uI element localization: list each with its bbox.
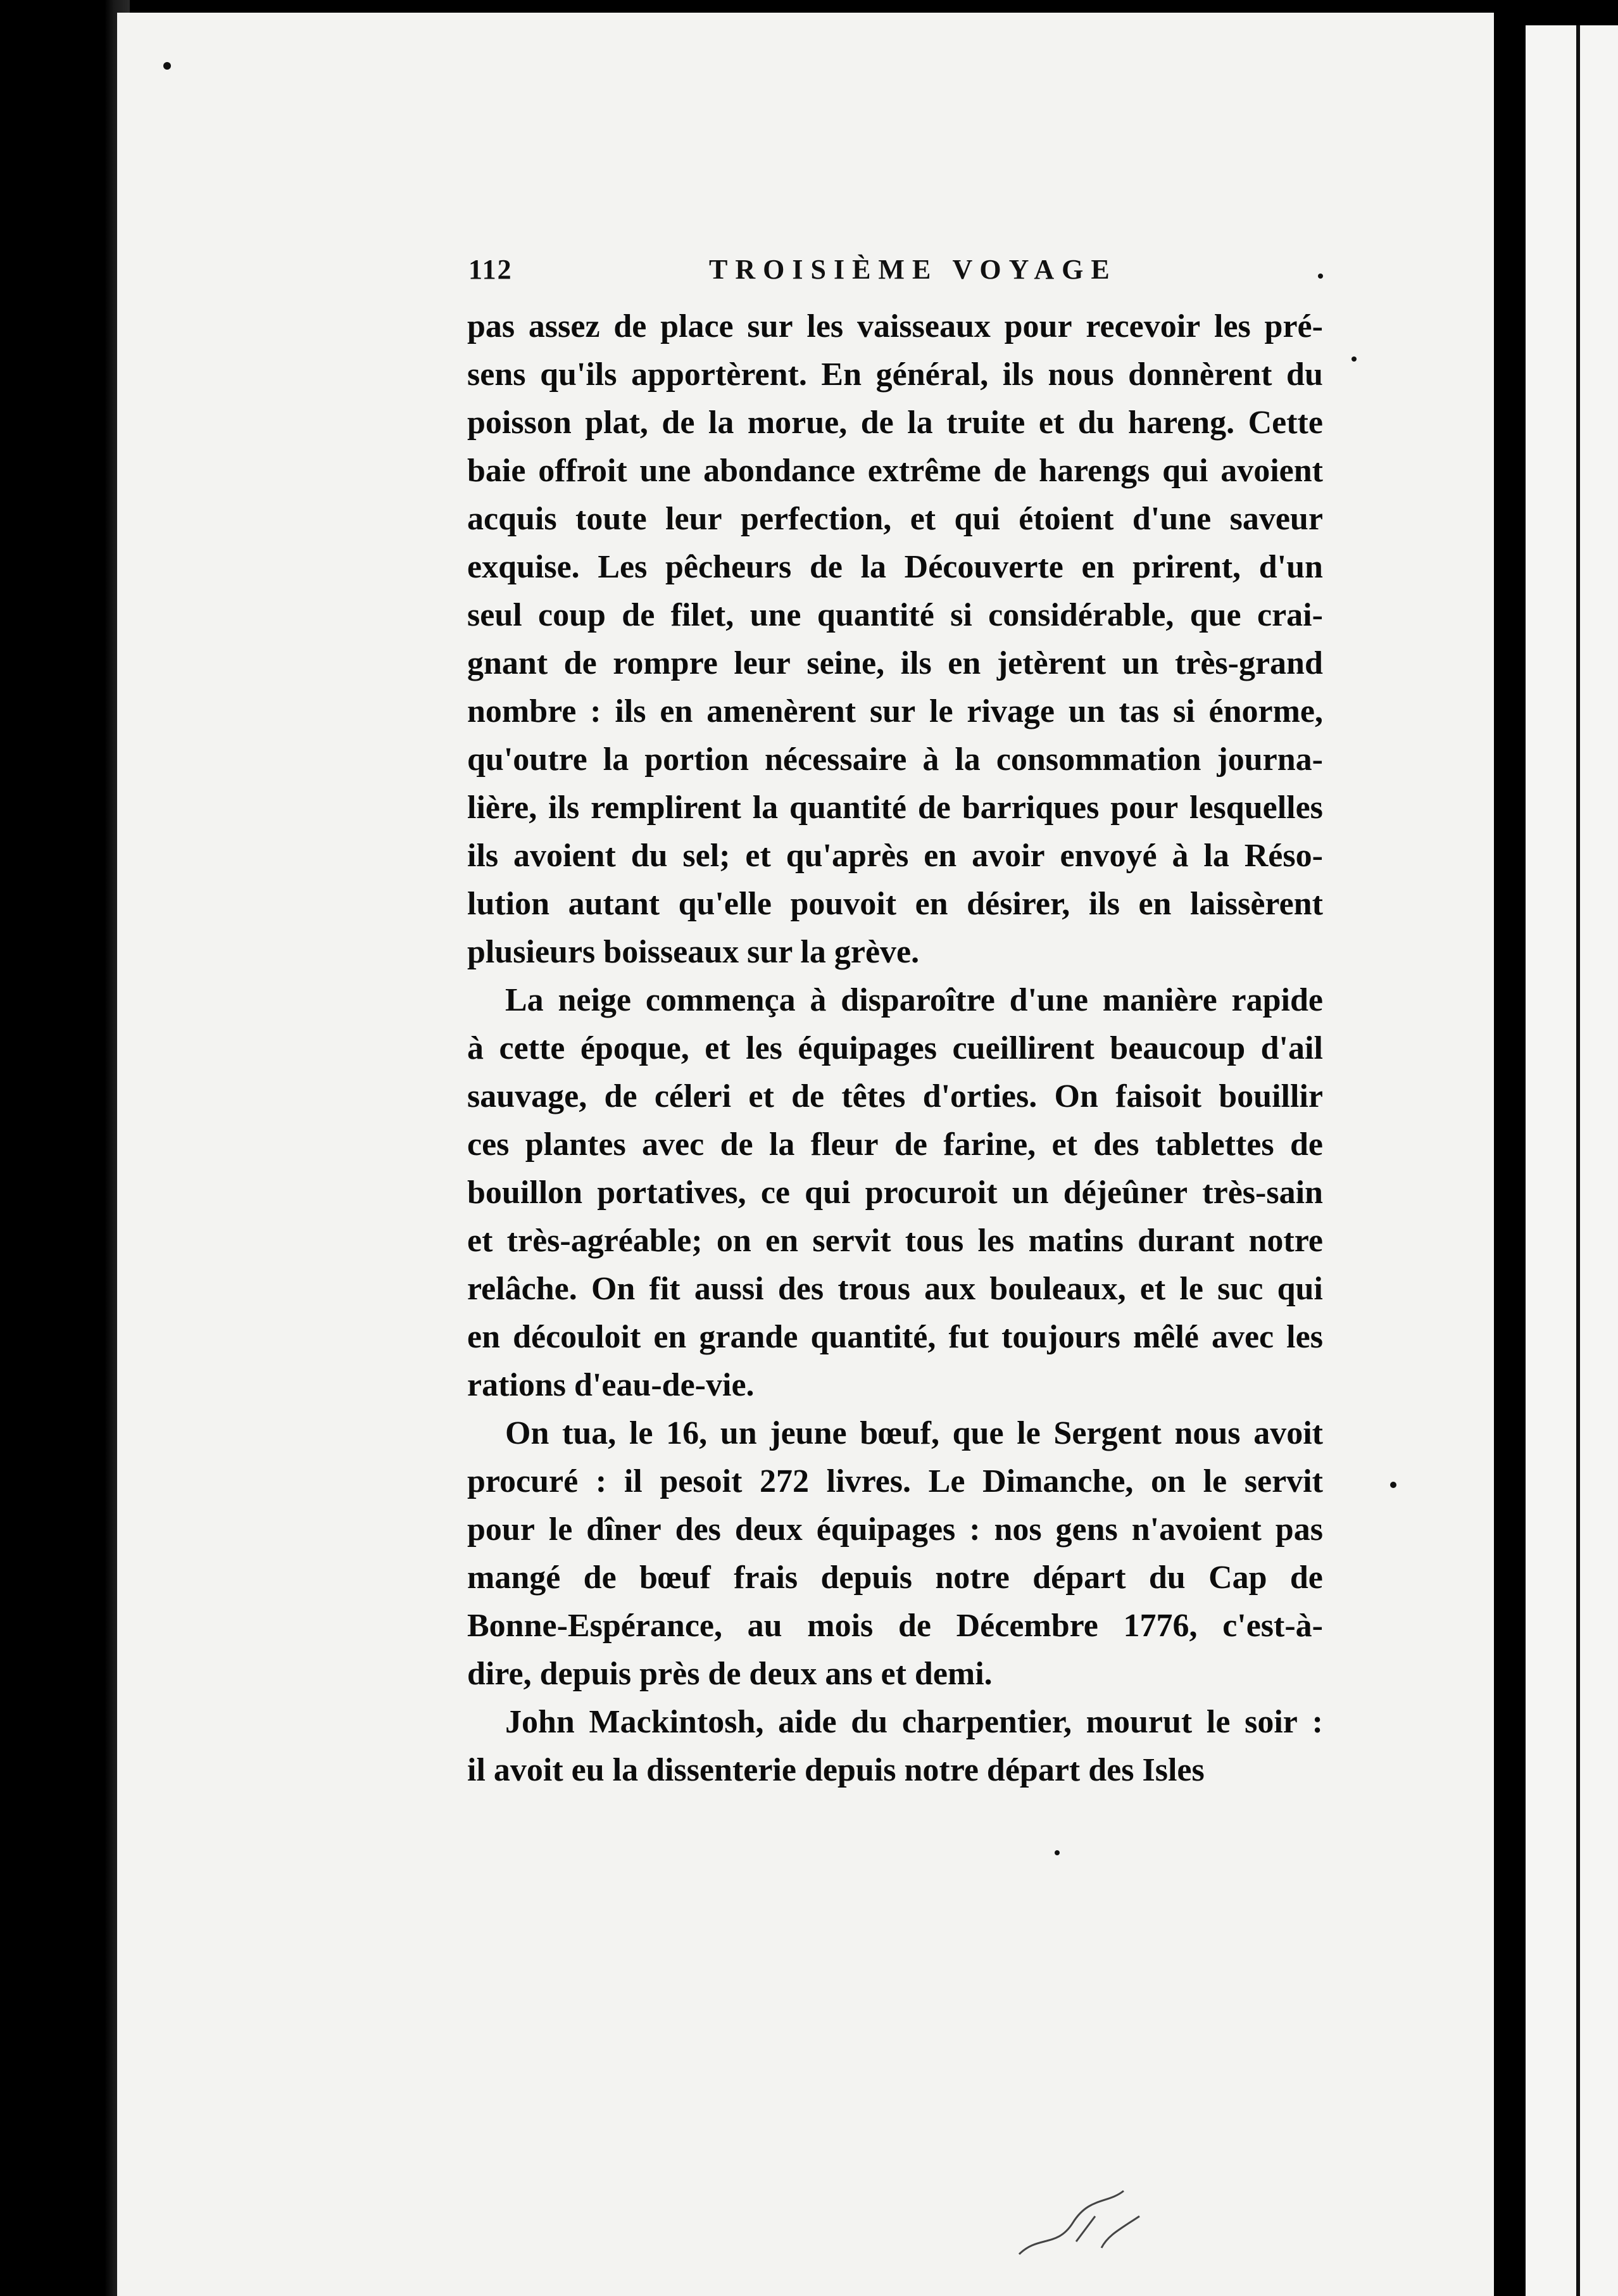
text-line: lution autant qu'elle pouvoit en désirer, ils en laissèrent bbox=[467, 886, 1323, 922]
page-gutter-shadow bbox=[1494, 0, 1526, 2296]
text-line: procuré : il pesoit 272 livres. Le Dimanche, on le servit bbox=[467, 1463, 1323, 1499]
text-line: ils avoient du sel; et qu'après en avoir envoyé à la Réso- bbox=[467, 838, 1323, 874]
text-line: poisson plat, de la morue, de la truite et du hareng. Cette bbox=[467, 405, 1323, 441]
text-line: pour le dîner des deux équipages : nos gens n'avoient pas bbox=[467, 1511, 1323, 1548]
text-line: lière, ils remplirent la quantité de barriques pour lesquelles bbox=[467, 790, 1323, 826]
text-line: ces plantes avec de la fleur de farine, et des tablettes de bbox=[467, 1126, 1323, 1163]
facing-page-edge bbox=[1526, 25, 1618, 2296]
text-line: acquis toute leur perfection, et qui étoient d'une saveur bbox=[467, 501, 1323, 537]
text-line: baie offroit une abondance extrême de harengs qui avoient bbox=[467, 453, 1323, 489]
ink-speck bbox=[1390, 1482, 1396, 1488]
pen-mark bbox=[1013, 2178, 1152, 2267]
text-line: plusieurs boisseaux sur la grève. bbox=[467, 934, 920, 970]
text-line: nombre : ils en amenèrent sur le rivage un tas si énorme, bbox=[467, 693, 1323, 729]
text-line: il avoit eu la dissenterie depuis notre départ des Isles bbox=[467, 1752, 1205, 1788]
text-line: relâche. On fit aussi des trous aux bouleaux, et le suc qui bbox=[467, 1271, 1323, 1307]
page-number: 112 bbox=[468, 254, 513, 285]
ink-speck bbox=[1351, 356, 1357, 362]
text-line: rations d'eau-de-vie. bbox=[467, 1367, 755, 1403]
text-line: sauvage, de céleri et de têtes d'orties. On faisoit bouillir bbox=[467, 1078, 1323, 1114]
ink-speck bbox=[163, 62, 171, 70]
text-line: La neige commença à disparoître d'une manière rapide bbox=[505, 982, 1323, 1018]
text-line: à cette époque, et les équipages cueillirent beaucoup d'ail bbox=[467, 1030, 1323, 1066]
ink-speck bbox=[1318, 274, 1323, 279]
text-line: et très-agréable; on en servit tous les matins durant notre bbox=[467, 1223, 1323, 1259]
text-line: gnant de rompre leur seine, ils en jetèrent un très-grand bbox=[467, 645, 1323, 681]
text-line: pas assez de place sur les vaisseaux pour recevoir les pré- bbox=[467, 308, 1323, 344]
running-title: TROISIÈME VOYAGE bbox=[709, 254, 1117, 285]
text-line: Bonne-Espérance, au mois de Décembre 1776, c'est-à- bbox=[467, 1608, 1323, 1644]
text-line: sens qu'ils apportèrent. En général, ils nous donnèrent du bbox=[467, 356, 1323, 393]
text-line: dire, depuis près de deux ans et demi. bbox=[467, 1656, 993, 1692]
text-line: en découloit en grande quantité, fut toujours mêlé avec les bbox=[467, 1319, 1323, 1355]
body-text bbox=[467, 303, 1323, 1795]
ink-speck bbox=[1055, 1850, 1060, 1855]
text-line: qu'outre la portion nécessaire à la consommation journa- bbox=[467, 741, 1323, 778]
text-line: John Mackintosh, aide du charpentier, mourut le soir : bbox=[505, 1704, 1323, 1740]
text-line: mangé de bœuf frais depuis notre départ du Cap de bbox=[467, 1560, 1323, 1596]
facing-page-fold bbox=[1576, 25, 1580, 2296]
text-line: On tua, le 16, un jeune bœuf, que le Sergent nous avoit bbox=[505, 1415, 1323, 1451]
text-line: seul coup de filet, une quantité si considérable, que crai- bbox=[467, 597, 1323, 633]
text-line: bouillon portatives, ce qui procuroit un déjeûner très-sain bbox=[467, 1175, 1323, 1211]
text-line: exquise. Les pêcheurs de la Découverte en prirent, d'un bbox=[467, 549, 1323, 585]
